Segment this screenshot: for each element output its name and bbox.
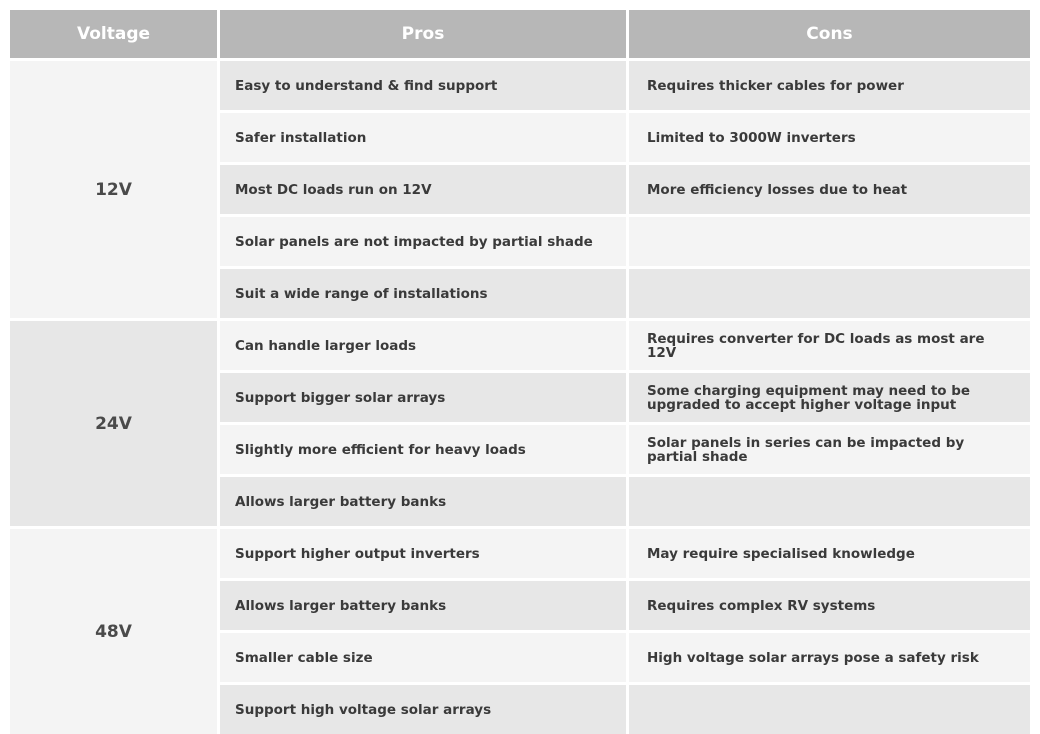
pro-cell: Support high voltage solar arrays [220, 685, 626, 734]
pro-cell: Support higher output inverters [220, 529, 626, 578]
group-24v [10, 321, 1030, 526]
con-cell: Requires thicker cables for power [629, 61, 1030, 110]
pro-cell: Can handle larger loads [220, 321, 626, 370]
voltage-comparison-table [10, 10, 1030, 734]
table-row [220, 581, 1030, 630]
con-cell: Requires complex RV systems [629, 581, 1030, 630]
con-cell: Solar panels in series can be impacted by partial shade [629, 425, 1030, 474]
voltage-label: 12V [10, 61, 217, 318]
table-row [220, 425, 1030, 474]
table-row [220, 61, 1030, 110]
header-cons: Cons [629, 10, 1030, 58]
voltage-label: 48V [10, 529, 217, 734]
pro-cell: Safer installation [220, 113, 626, 162]
con-cell: High voltage solar arrays pose a safety risk [629, 633, 1030, 682]
header-voltage: Voltage [10, 10, 217, 58]
pro-cell: Easy to understand & find support [220, 61, 626, 110]
table-row [220, 685, 1030, 734]
con-cell: Some charging equipment may need to be upgraded to accept higher voltage input [629, 373, 1030, 422]
table-row [220, 373, 1030, 422]
pro-cell: Allows larger battery banks [220, 477, 626, 526]
voltage-label: 24V [10, 321, 217, 526]
table-row [220, 217, 1030, 266]
pro-cell: Slightly more efficient for heavy loads [220, 425, 626, 474]
header-pros: Pros [220, 10, 626, 58]
con-cell: Requires converter for DC loads as most are 12V [629, 321, 1030, 370]
con-cell [629, 217, 1030, 266]
con-cell: May require specialised knowledge [629, 529, 1030, 578]
pro-cell: Support bigger solar arrays [220, 373, 626, 422]
pro-cell: Solar panels are not impacted by partial shade [220, 217, 626, 266]
con-cell: Limited to 3000W inverters [629, 113, 1030, 162]
group-12v [10, 61, 1030, 318]
con-cell [629, 269, 1030, 318]
pro-cell: Most DC loads run on 12V [220, 165, 626, 214]
table-row [220, 321, 1030, 370]
table-row [220, 113, 1030, 162]
table-row [220, 633, 1030, 682]
table-row [220, 269, 1030, 318]
table-row [220, 165, 1030, 214]
pro-cell: Smaller cable size [220, 633, 626, 682]
con-cell: More efficiency losses due to heat [629, 165, 1030, 214]
con-cell [629, 685, 1030, 734]
con-cell [629, 477, 1030, 526]
header-row [10, 10, 1030, 58]
group-48v [10, 529, 1030, 734]
table-row [220, 529, 1030, 578]
pro-cell: Suit a wide range of installations [220, 269, 626, 318]
pro-cell: Allows larger battery banks [220, 581, 626, 630]
table-row [220, 477, 1030, 526]
